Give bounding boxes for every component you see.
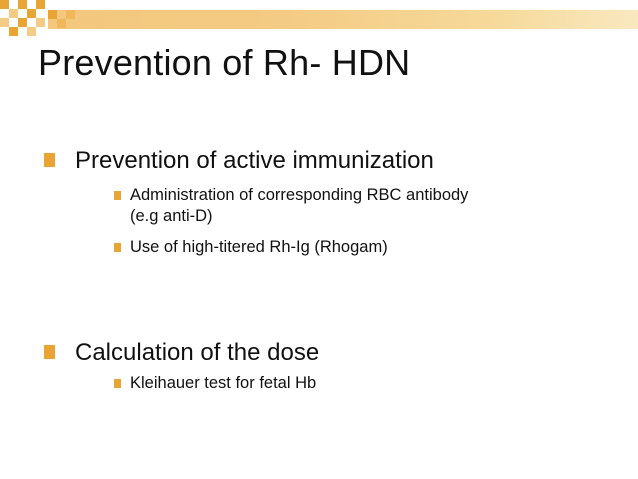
slide-title: Prevention of Rh- HDN [38,42,411,83]
bullet-text: Kleihauer test for fetal Hb [130,374,317,392]
square-bullet-icon [114,379,121,388]
bullet-text: Administration of corresponding RBC antibody [130,186,469,204]
square-bullet-icon [44,153,55,167]
square-bullet-icon [114,243,121,252]
bullet-text-continuation: (e.g anti-D) [130,207,213,225]
bullet-subitem [130,373,316,394]
bullet-heading [75,147,434,175]
square-bullet-icon [44,345,55,359]
bullet-subitem [130,185,468,227]
bullet-subitem [130,237,388,258]
header-bar [48,10,638,29]
bullet-text: Calculation of the dose [75,339,320,366]
bullet-text: Use of high-titered Rh-Ig (Rhogam) [130,238,388,256]
square-bullet-icon [114,191,121,200]
bullet-text: Prevention of active immunization [75,147,434,174]
header-decoration [0,0,638,40]
bullet-heading [75,339,319,367]
